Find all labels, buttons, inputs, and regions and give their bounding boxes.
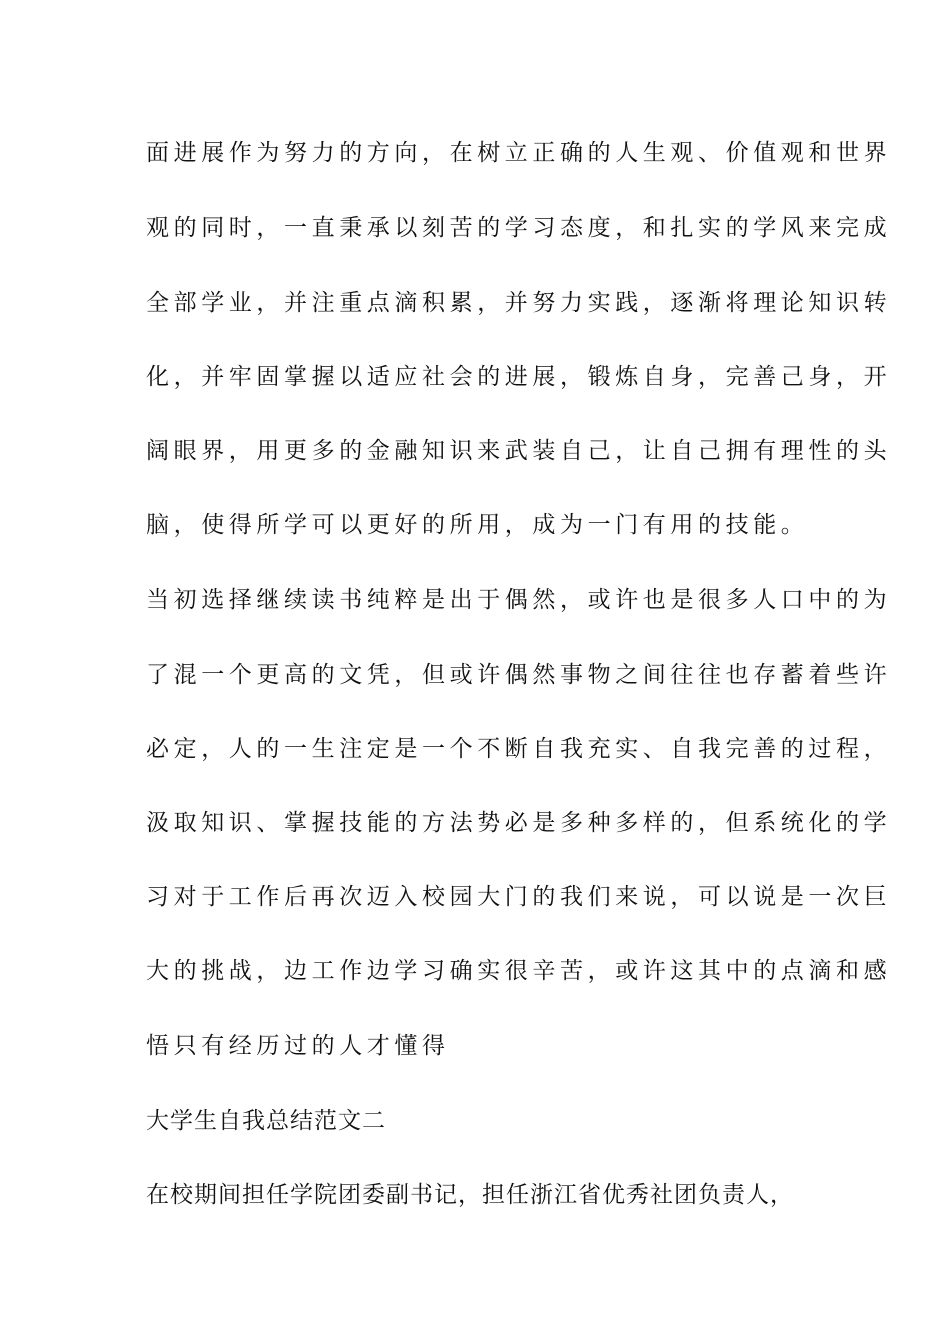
paragraph-2-line-1: 当初选择继续读书纯粹是出于偶然，或许也是很多人口中的为 (146, 587, 892, 613)
paragraph-2-line-3: 必定，人的一生注定是一个不断自我充实、自我完善的过程， (146, 736, 892, 762)
paragraph-2-line-7: 悟只有经历过的人才懂得 (146, 1033, 450, 1059)
section-heading: 大学生自我总结范文二 (146, 1108, 386, 1134)
paragraph-1-line-4: 化，并牢固掌握以适应社会的进展，锻炼自身，完善己身，开 (146, 364, 892, 390)
paragraph-2-line-6: 大的挑战，边工作边学习确实很辛苦，或许这其中的点滴和感 (146, 958, 892, 984)
paragraph-1-line-1: 面进展作为努力的方向，在树立正确的人生观、价值观和世界 (146, 140, 892, 166)
paragraph-1-line-5: 阔眼界，用更多的金融知识来武装自己，让自己拥有理性的头 (146, 438, 892, 464)
paragraph-2-line-5: 习对于工作后再次迈入校园大门的我们来说，可以说是一次巨 (146, 884, 892, 910)
paragraph-1-line-3: 全部学业，并注重点滴积累，并努力实践，逐渐将理论知识转 (146, 290, 892, 316)
paragraph-1-line-6: 脑，使得所学可以更好的所用，成为一门有用的技能。 (146, 512, 809, 538)
paragraph-3-line-1: 在校期间担任学院团委副书记，担任浙江省优秀社团负责人， (146, 1182, 794, 1208)
paragraph-2-line-4: 汲取知识、掌握技能的方法势必是多种多样的，但系统化的学 (146, 810, 892, 836)
paragraph-2-line-2: 了混一个更高的文凭，但或许偶然事物之间往往也存蓄着些许 (146, 662, 892, 688)
paragraph-1-line-2: 观的同时，一直秉承以刻苦的学习态度，和扎实的学风来完成 (146, 215, 892, 241)
